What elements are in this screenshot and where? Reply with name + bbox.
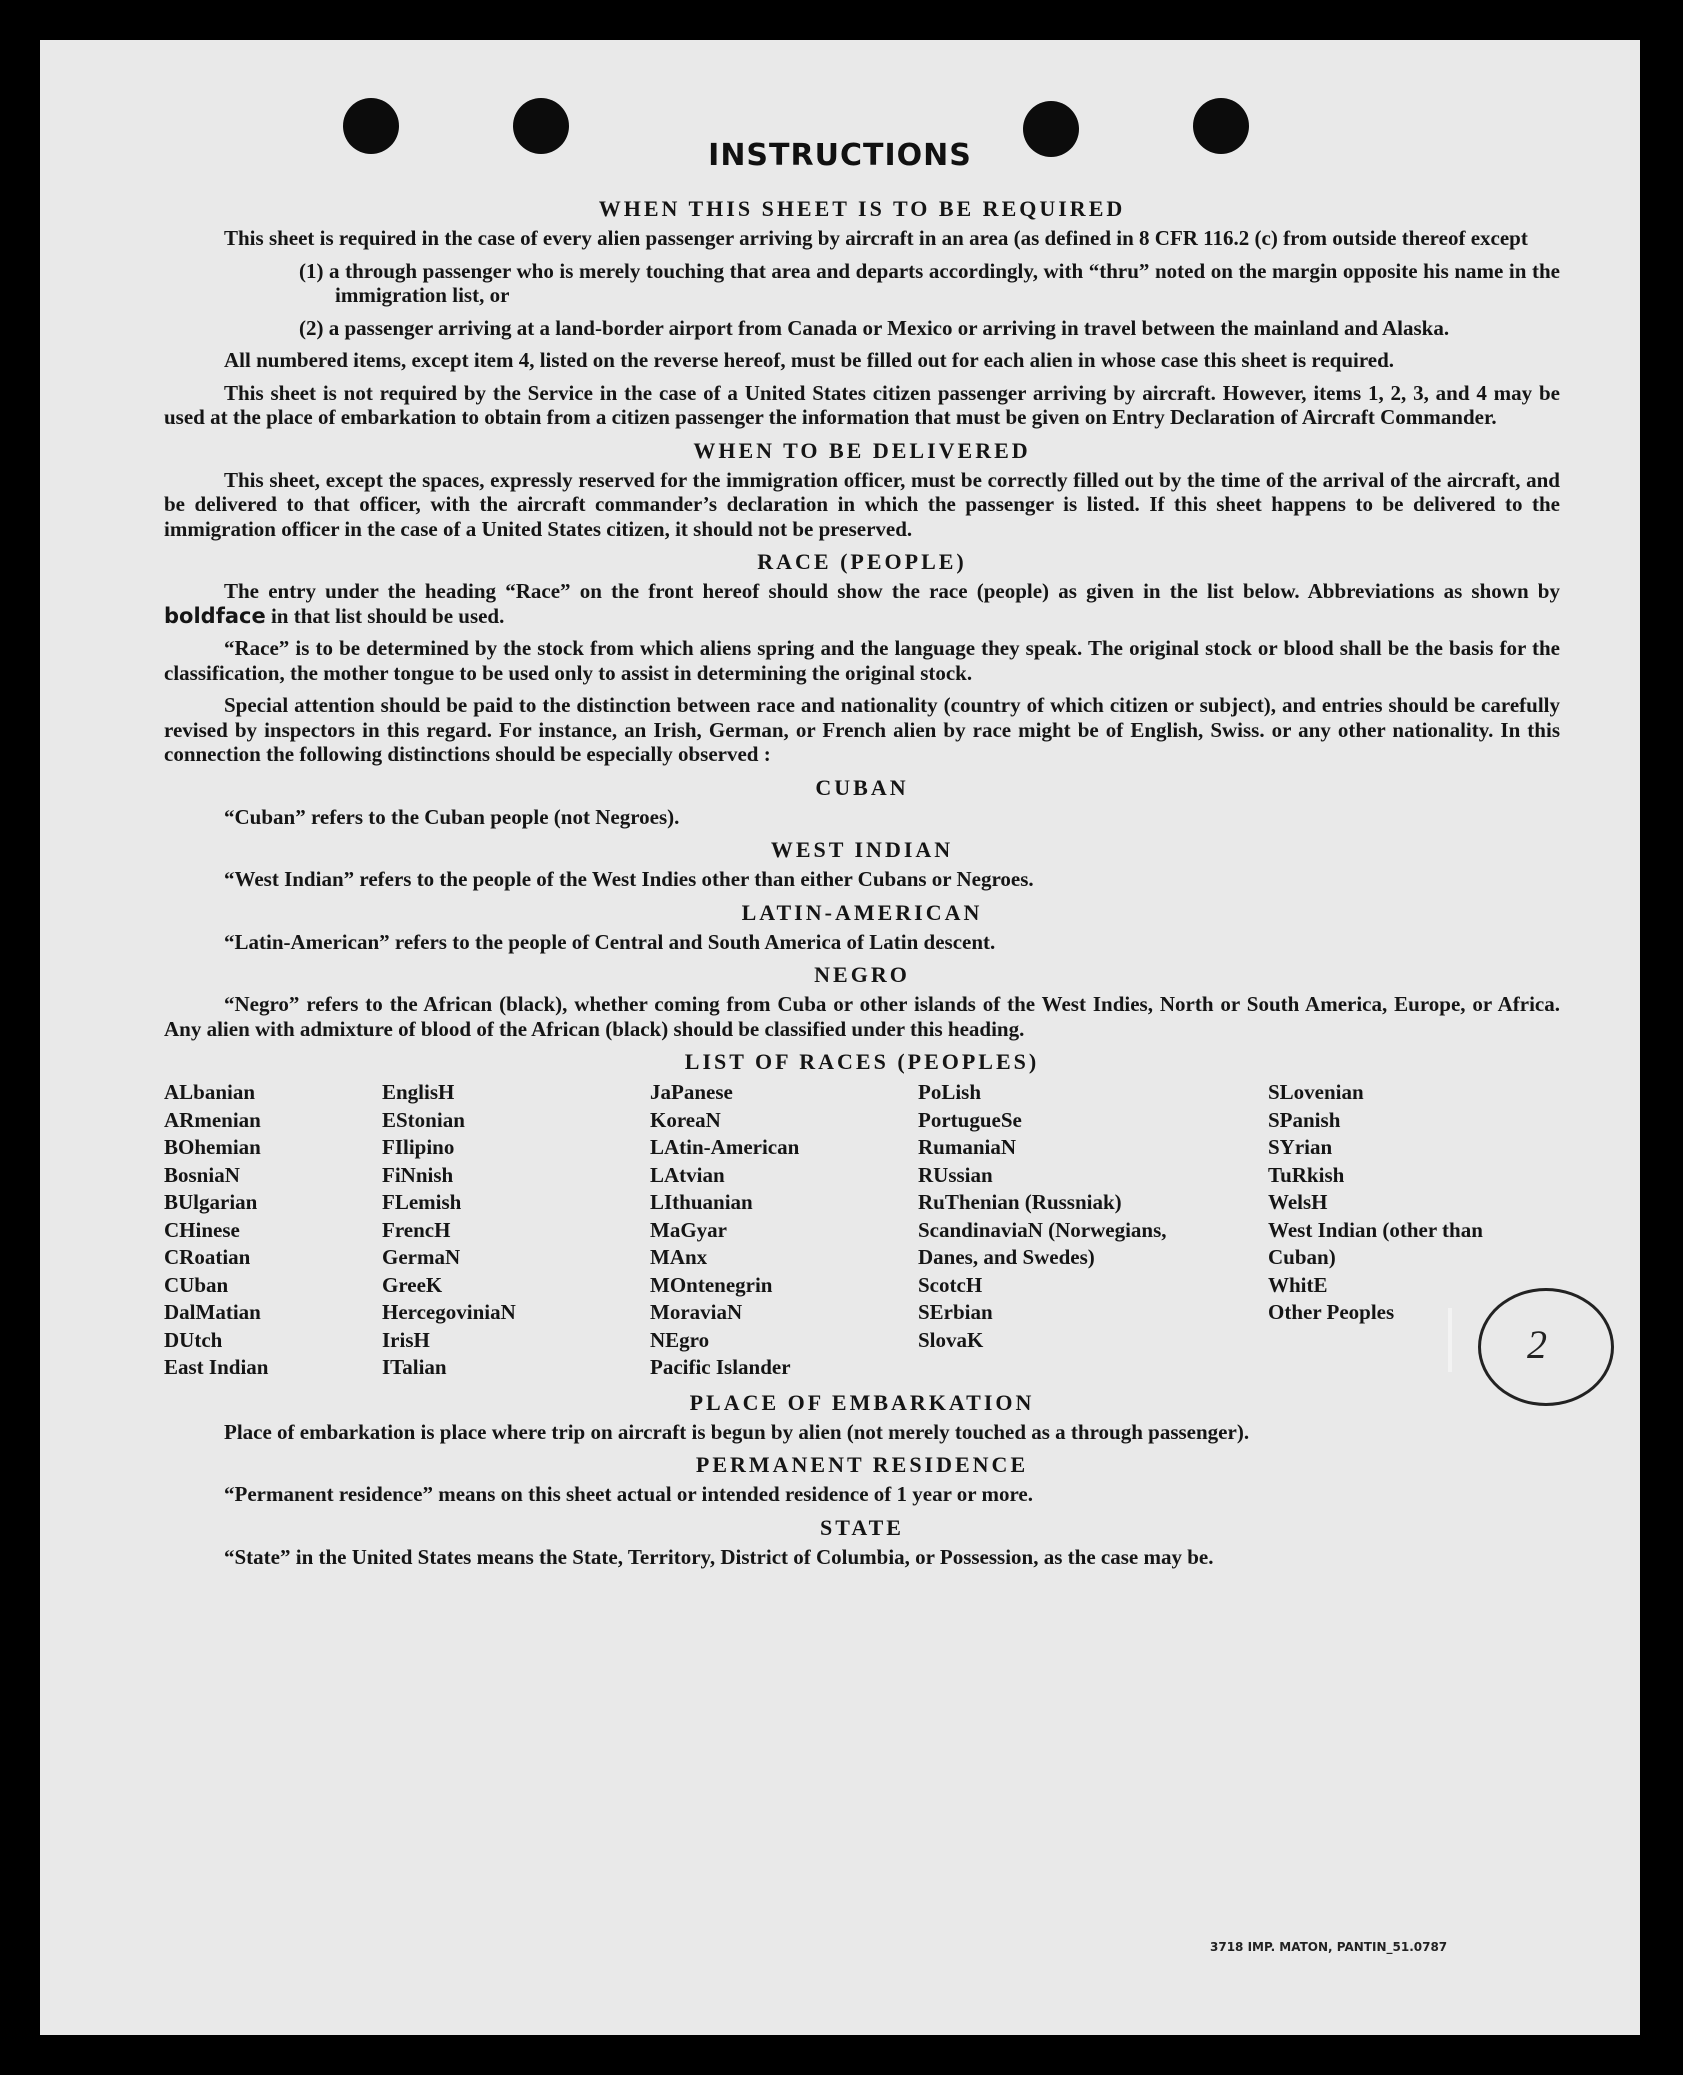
race-item: BosniaN xyxy=(164,1162,240,1187)
race-item: CRoatian xyxy=(164,1245,251,1269)
race-p1-text-c: in that list should be used. xyxy=(270,603,505,628)
race-item: ScandinaviaN (Norwegians, Danes, and Swedes) xyxy=(918,1217,1167,1269)
races-column-1 xyxy=(164,1079,382,1382)
race-item: IrisH xyxy=(382,1327,430,1352)
race-item: ALbanian xyxy=(164,1080,256,1104)
races-column-3 xyxy=(650,1079,918,1382)
boldface-word: boldface xyxy=(164,603,266,628)
heading-delivered: WHEN TO BE DELIVERED xyxy=(693,437,1031,463)
race-item: SErbian xyxy=(918,1300,993,1324)
race-item: EStonian xyxy=(382,1107,465,1132)
heading-west-indian: WEST INDIAN xyxy=(770,837,954,862)
race-item: NEgro xyxy=(650,1327,710,1352)
race-item: EnglisH xyxy=(382,1080,455,1104)
cuban-paragraph: “Cuban” refers to the Cuban people (not Negroes). xyxy=(224,804,680,829)
race-item: WelsH xyxy=(1268,1190,1328,1214)
race-item: SYrian xyxy=(1268,1135,1333,1159)
race-item: ITalian xyxy=(382,1355,447,1379)
race-item: SLovenian xyxy=(1268,1080,1364,1104)
race-item: FrencH xyxy=(382,1217,451,1242)
heading-latin-american: LATIN-AMERICAN xyxy=(741,899,983,925)
race-paragraph-2: “Race” is to be determined by the stock from which aliens spring and the language they speak. The original stock or blood shall be the basis for the classification, the mother tongue to be used only to assist in determining the original stock. xyxy=(164,636,1560,685)
race-item: FLemish xyxy=(382,1190,462,1214)
race-item: JaPanese xyxy=(650,1080,733,1104)
embarkation-paragraph: Place of embarkation is place where trip on aircraft is begun by alien (not merely touched as a through passenger). xyxy=(224,1419,1250,1444)
race-item: RuThenian (Russniak) xyxy=(918,1190,1122,1214)
race-item: LAtvian xyxy=(650,1162,725,1187)
race-item: SPanish xyxy=(1268,1107,1341,1132)
state-paragraph: “State” in the United States means the State, Territory, District of Columbia, or Possession, as the case may be. xyxy=(224,1544,1214,1569)
race-item: ScotcH xyxy=(918,1272,983,1297)
race-item: East Indian xyxy=(164,1355,269,1379)
races-column-2 xyxy=(382,1079,650,1382)
race-item: LAtin-American xyxy=(650,1135,800,1159)
form-sheet xyxy=(40,40,1640,2035)
race-item: DUtch xyxy=(164,1327,223,1352)
citizen-paragraph: This sheet is not required by the Service in the case of a United States citizen passenger arriving by aircraft. However, items 1, 2, 3, and 4 may be used at the place of embarkation to obtain from a citizen passenger the information that must be given on Entry Declaration of Aircraft Commander. xyxy=(164,380,1560,429)
exception-item-2: (2) a passenger arriving at a land-border airport from Canada or Mexico or arriving in travel between the mainland and Alaska. xyxy=(299,315,1450,340)
race-item: RUssian xyxy=(918,1162,993,1187)
race-item: MaGyar xyxy=(650,1217,727,1242)
heading-required: WHEN THIS SHEET IS TO BE REQUIRED xyxy=(598,196,1126,221)
exception-item-1: (1) a through passenger who is merely touching that area and departs accordingly, with “thru” noted on the margin opposite his name in the immigration list, or xyxy=(299,258,1560,307)
race-item: GermaN xyxy=(382,1245,461,1269)
race-item: FIlipino xyxy=(382,1135,455,1159)
race-item: RumaniaN xyxy=(918,1135,1017,1159)
residence-paragraph: “Permanent residence” means on this sheet actual or intended residence of 1 year or more. xyxy=(224,1482,1033,1506)
heading-embarkation: PLACE OF EMBARKATION xyxy=(689,1389,1035,1415)
race-item: CHinese xyxy=(164,1217,240,1242)
instructions-body xyxy=(164,188,1560,1577)
heading-state: STATE xyxy=(820,1514,904,1540)
race-item: ARmenian xyxy=(164,1107,261,1132)
race-item: West Indian (other than Cuban) xyxy=(1268,1217,1483,1269)
race-item: BOhemian xyxy=(164,1135,261,1159)
west-indian-paragraph: “West Indian” refers to the people of the West Indies other than either Cubans or Negroes. xyxy=(224,867,1034,891)
delivered-paragraph: This sheet, except the spaces, expressly reserved for the immigration officer, must be correctly filled out by the time of the arrival of the aircraft, and be delivered to that officer, with the aircraft commander’s declaration in which the passenger is listed. If this sheet happens to be delivered to the immigration officer in the case of a United States citizen, it should not be preserved. xyxy=(164,467,1560,541)
race-item: MAnx xyxy=(650,1245,708,1269)
handwritten-circled-mark xyxy=(1478,1288,1614,1406)
race-item: MoraviaN xyxy=(650,1300,743,1324)
race-item: DalMatian xyxy=(164,1300,261,1324)
race-item: FiNnish xyxy=(382,1162,454,1187)
printer-footer: 3718 IMP. MATON, PANTIN_51.0787 xyxy=(1210,1940,1448,1954)
paper-streak xyxy=(1448,1308,1452,1372)
latin-american-paragraph: “Latin-American” refers to the people of Central and South America of Latin descent. xyxy=(224,929,996,954)
heading-cuban: CUBAN xyxy=(815,774,909,800)
race-paragraph-3: Special attention should be paid to the distinction between race and nationality (country of which citizen or subject), and entries should be carefully revised by inspectors in this regard. For instance, an Irish, German, or French alien by race might be of English, Swiss. or any other nationality. In this connection the following distinctions should be especially observed : xyxy=(164,693,1560,766)
heading-negro: NEGRO xyxy=(814,962,910,987)
race-paragraph-1 xyxy=(164,579,1560,628)
race-item: BUlgarian xyxy=(164,1190,258,1214)
circled-mark-text: 2 xyxy=(1527,1322,1547,1367)
required-paragraph: This sheet is required in the case of every alien passenger arriving by aircraft in an area (as defined in 8 CFR 116.2 (c) from outside thereof except xyxy=(224,226,1528,250)
race-item: PortugueSe xyxy=(918,1107,1022,1132)
negro-paragraph: “Negro” refers to the African (black), whether coming from Cuba or other islands of the West Indies, North or South America, Europe, or Africa. Any alien with admixture of blood of the African (black) should be classified under this heading. xyxy=(164,992,1560,1041)
races-list xyxy=(164,1079,1560,1382)
race-p1-text-a: The entry under the heading “Race” on the front hereof should show the race (people) as given in the list below. Abbreviations as shown by xyxy=(224,579,1560,603)
race-item: PoLish xyxy=(918,1080,982,1104)
heading-residence: PERMANENT RESIDENCE xyxy=(695,1452,1029,1477)
race-item: MOntenegrin xyxy=(650,1272,773,1297)
race-item: Pacific Islander xyxy=(650,1355,791,1379)
race-item: WhitE xyxy=(1268,1272,1328,1297)
race-item: CUban xyxy=(164,1272,229,1297)
heading-races-list: LIST OF RACES (PEOPLES) xyxy=(684,1049,1040,1074)
race-item: KoreaN xyxy=(650,1107,721,1132)
numbered-items-paragraph: All numbered items, except item 4, listed on the reverse hereof, must be filled out for each alien in whose case this sheet is required. xyxy=(224,348,1395,372)
race-item: TuRkish xyxy=(1268,1162,1345,1187)
race-item: LIthuanian xyxy=(650,1190,753,1214)
race-item: Other Peoples xyxy=(1268,1300,1395,1324)
race-item: HercegoviniaN xyxy=(382,1300,516,1324)
page-title: INSTRUCTIONS xyxy=(708,138,972,173)
race-item: GreeK xyxy=(382,1272,443,1297)
races-column-4 xyxy=(918,1079,1268,1382)
heading-race: RACE (PEOPLE) xyxy=(757,549,967,574)
race-item: SlovaK xyxy=(918,1327,984,1352)
